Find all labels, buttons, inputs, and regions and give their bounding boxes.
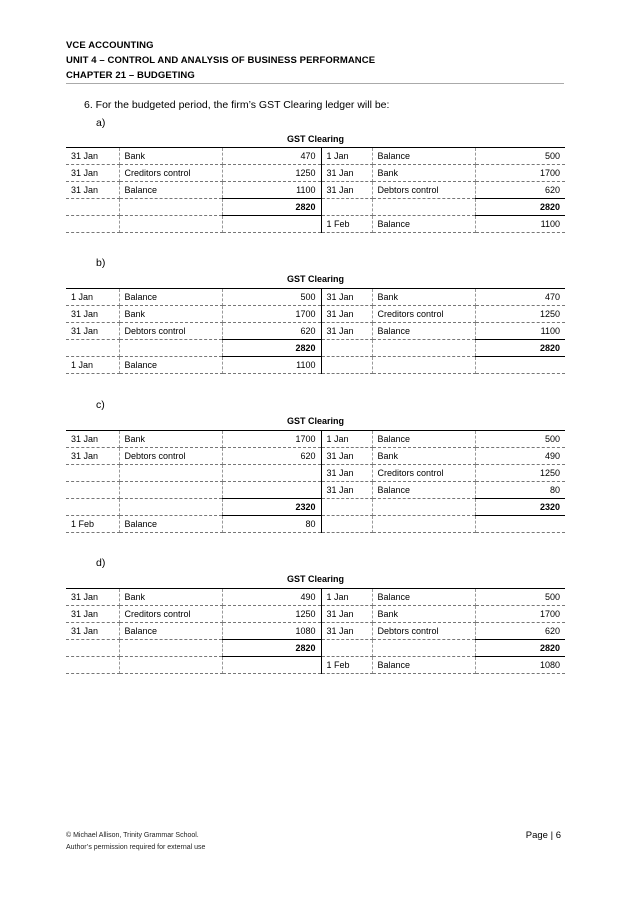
ledger-row	[66, 589, 565, 606]
debit-amount: 2820	[222, 340, 321, 357]
debit-date	[66, 657, 119, 674]
debit-amount	[222, 465, 321, 482]
debit-date	[66, 199, 119, 216]
debit-details: Bank	[119, 148, 222, 165]
credit-date: 1 Jan	[321, 148, 372, 165]
debit-amount	[222, 482, 321, 499]
credit-date: 31 Jan	[321, 323, 372, 340]
ledger-row	[66, 657, 565, 674]
credit-date: 31 Jan	[321, 289, 372, 306]
credit-date: 31 Jan	[321, 606, 372, 623]
credit-date	[321, 357, 372, 374]
credit-details: Bank	[372, 606, 475, 623]
ledger-row	[66, 306, 565, 323]
ledger-row	[66, 448, 565, 465]
ledger-row	[66, 516, 565, 533]
question-text: 6. For the budgeted period, the firm’s GST Clearing ledger will be:	[84, 99, 390, 111]
debit-date: 31 Jan	[66, 148, 119, 165]
credit-amount: 2820	[475, 640, 565, 657]
debit-amount: 1250	[222, 606, 321, 623]
credit-amount: 1250	[475, 306, 565, 323]
credit-amount: 620	[475, 182, 565, 199]
credit-date: 31 Jan	[321, 623, 372, 640]
debit-date	[66, 482, 119, 499]
credit-details: Balance	[372, 216, 475, 233]
credit-amount: 1700	[475, 165, 565, 182]
debit-details	[119, 482, 222, 499]
debit-date: 31 Jan	[66, 323, 119, 340]
credit-details	[372, 499, 475, 516]
ledger-part-label: a)	[96, 117, 106, 129]
credit-amount: 2820	[475, 340, 565, 357]
debit-date: 31 Jan	[66, 306, 119, 323]
debit-date: 31 Jan	[66, 448, 119, 465]
credit-details: Bank	[372, 448, 475, 465]
credit-date: 31 Jan	[321, 448, 372, 465]
ledger-row	[66, 289, 565, 306]
credit-date: 31 Jan	[321, 482, 372, 499]
debit-amount: 1100	[222, 357, 321, 374]
debit-details: Balance	[119, 516, 222, 533]
debit-details	[119, 465, 222, 482]
credit-date	[321, 516, 372, 533]
debit-details	[119, 657, 222, 674]
credit-details: Debtors control	[372, 182, 475, 199]
debit-details	[119, 340, 222, 357]
credit-details: Bank	[372, 289, 475, 306]
debit-date	[66, 340, 119, 357]
ledger-table	[66, 147, 565, 233]
debit-amount: 490	[222, 589, 321, 606]
debit-details: Creditors control	[119, 165, 222, 182]
debit-date	[66, 499, 119, 516]
credit-amount: 500	[475, 148, 565, 165]
debit-amount: 1700	[222, 306, 321, 323]
credit-amount: 1250	[475, 465, 565, 482]
debit-details	[119, 640, 222, 657]
debit-details: Balance	[119, 623, 222, 640]
debit-details: Debtors control	[119, 448, 222, 465]
credit-amount: 1100	[475, 323, 565, 340]
debit-date	[66, 465, 119, 482]
debit-date	[66, 640, 119, 657]
unit-title: UNIT 4 – CONTROL AND ANALYSIS OF BUSINESS PERFORMANCE	[66, 55, 376, 66]
credit-details: Creditors control	[372, 306, 475, 323]
credit-date	[321, 640, 372, 657]
debit-details: Balance	[119, 182, 222, 199]
debit-date: 1 Jan	[66, 289, 119, 306]
credit-amount: 2820	[475, 199, 565, 216]
credit-amount	[475, 516, 565, 533]
ledger-row	[66, 165, 565, 182]
credit-details	[372, 199, 475, 216]
ledger-row	[66, 465, 565, 482]
footer-copyright: © Michael Allison, Trinity Grammar School.	[66, 832, 199, 839]
debit-details: Balance	[119, 357, 222, 374]
footer-credits	[66, 830, 205, 854]
credit-date: 1 Feb	[321, 657, 372, 674]
debit-amount: 1700	[222, 431, 321, 448]
credit-date	[321, 340, 372, 357]
credit-amount: 1700	[475, 606, 565, 623]
debit-details: Debtors control	[119, 323, 222, 340]
debit-amount: 470	[222, 148, 321, 165]
debit-amount: 620	[222, 323, 321, 340]
debit-details: Creditors control	[119, 606, 222, 623]
credit-date	[321, 199, 372, 216]
credit-date: 1 Feb	[321, 216, 372, 233]
credit-amount: 1080	[475, 657, 565, 674]
debit-date: 31 Jan	[66, 623, 119, 640]
ledger-part-label: b)	[96, 257, 106, 269]
credit-date: 31 Jan	[321, 306, 372, 323]
ledger-table	[66, 430, 565, 533]
credit-details: Debtors control	[372, 623, 475, 640]
ledger-row	[66, 182, 565, 199]
debit-details: Bank	[119, 589, 222, 606]
ledger-part-label: d)	[96, 557, 106, 569]
chapter-title: CHAPTER 21 – BUDGETING	[66, 70, 195, 81]
ledger-row	[66, 499, 565, 516]
footer-permission: Author’s permission required for external use	[66, 844, 206, 851]
debit-amount: 1080	[222, 623, 321, 640]
credit-date: 1 Jan	[321, 589, 372, 606]
credit-amount	[475, 357, 565, 374]
credit-details: Balance	[372, 431, 475, 448]
ledger-title: GST Clearing	[286, 134, 344, 144]
debit-amount: 2320	[222, 499, 321, 516]
credit-amount: 490	[475, 448, 565, 465]
debit-details	[119, 216, 222, 233]
credit-amount: 2320	[475, 499, 565, 516]
ledger-row	[66, 216, 565, 233]
ledger-row	[66, 606, 565, 623]
ledger-table	[66, 588, 565, 674]
credit-details: Balance	[372, 657, 475, 674]
ledger-title: GST Clearing	[286, 274, 344, 284]
debit-date: 31 Jan	[66, 165, 119, 182]
debit-amount: 500	[222, 289, 321, 306]
credit-details: Balance	[372, 148, 475, 165]
ledger-title: GST Clearing	[286, 574, 344, 584]
debit-date: 31 Jan	[66, 431, 119, 448]
ledger-row	[66, 148, 565, 165]
credit-amount: 470	[475, 289, 565, 306]
ledger-row	[66, 340, 565, 357]
header-rule	[66, 83, 564, 84]
ledger-title: GST Clearing	[286, 416, 344, 426]
debit-details: Bank	[119, 306, 222, 323]
ledger-row	[66, 323, 565, 340]
credit-amount: 500	[475, 589, 565, 606]
credit-details: Creditors control	[372, 465, 475, 482]
debit-amount: 1250	[222, 165, 321, 182]
debit-amount: 2820	[222, 199, 321, 216]
page-number: Page | 6	[525, 830, 561, 841]
debit-amount	[222, 216, 321, 233]
credit-details	[372, 516, 475, 533]
credit-details: Balance	[372, 482, 475, 499]
debit-details: Balance	[119, 289, 222, 306]
course-title: VCE ACCOUNTING	[66, 40, 154, 51]
credit-details: Balance	[372, 589, 475, 606]
debit-date: 31 Jan	[66, 606, 119, 623]
credit-details	[372, 357, 475, 374]
credit-amount: 1100	[475, 216, 565, 233]
credit-date: 1 Jan	[321, 431, 372, 448]
credit-details	[372, 340, 475, 357]
debit-date	[66, 216, 119, 233]
credit-details	[372, 640, 475, 657]
debit-amount	[222, 657, 321, 674]
debit-amount: 620	[222, 448, 321, 465]
debit-date: 1 Jan	[66, 357, 119, 374]
debit-date: 31 Jan	[66, 182, 119, 199]
debit-amount: 2820	[222, 640, 321, 657]
credit-amount: 620	[475, 623, 565, 640]
credit-date: 31 Jan	[321, 465, 372, 482]
debit-amount: 80	[222, 516, 321, 533]
ledger-row	[66, 199, 565, 216]
credit-date: 31 Jan	[321, 182, 372, 199]
debit-details	[119, 499, 222, 516]
ledger-row	[66, 357, 565, 374]
debit-date: 1 Feb	[66, 516, 119, 533]
document-header	[66, 38, 566, 83]
debit-date: 31 Jan	[66, 589, 119, 606]
credit-amount: 80	[475, 482, 565, 499]
ledger-row	[66, 482, 565, 499]
credit-details: Bank	[372, 165, 475, 182]
debit-details	[119, 199, 222, 216]
credit-date	[321, 499, 372, 516]
credit-date: 31 Jan	[321, 165, 372, 182]
debit-details: Bank	[119, 431, 222, 448]
ledger-row	[66, 640, 565, 657]
debit-amount: 1100	[222, 182, 321, 199]
credit-amount: 500	[475, 431, 565, 448]
ledger-row	[66, 431, 565, 448]
ledger-table	[66, 288, 565, 374]
ledger-part-label: c)	[96, 399, 105, 411]
ledger-row	[66, 623, 565, 640]
credit-details: Balance	[372, 323, 475, 340]
